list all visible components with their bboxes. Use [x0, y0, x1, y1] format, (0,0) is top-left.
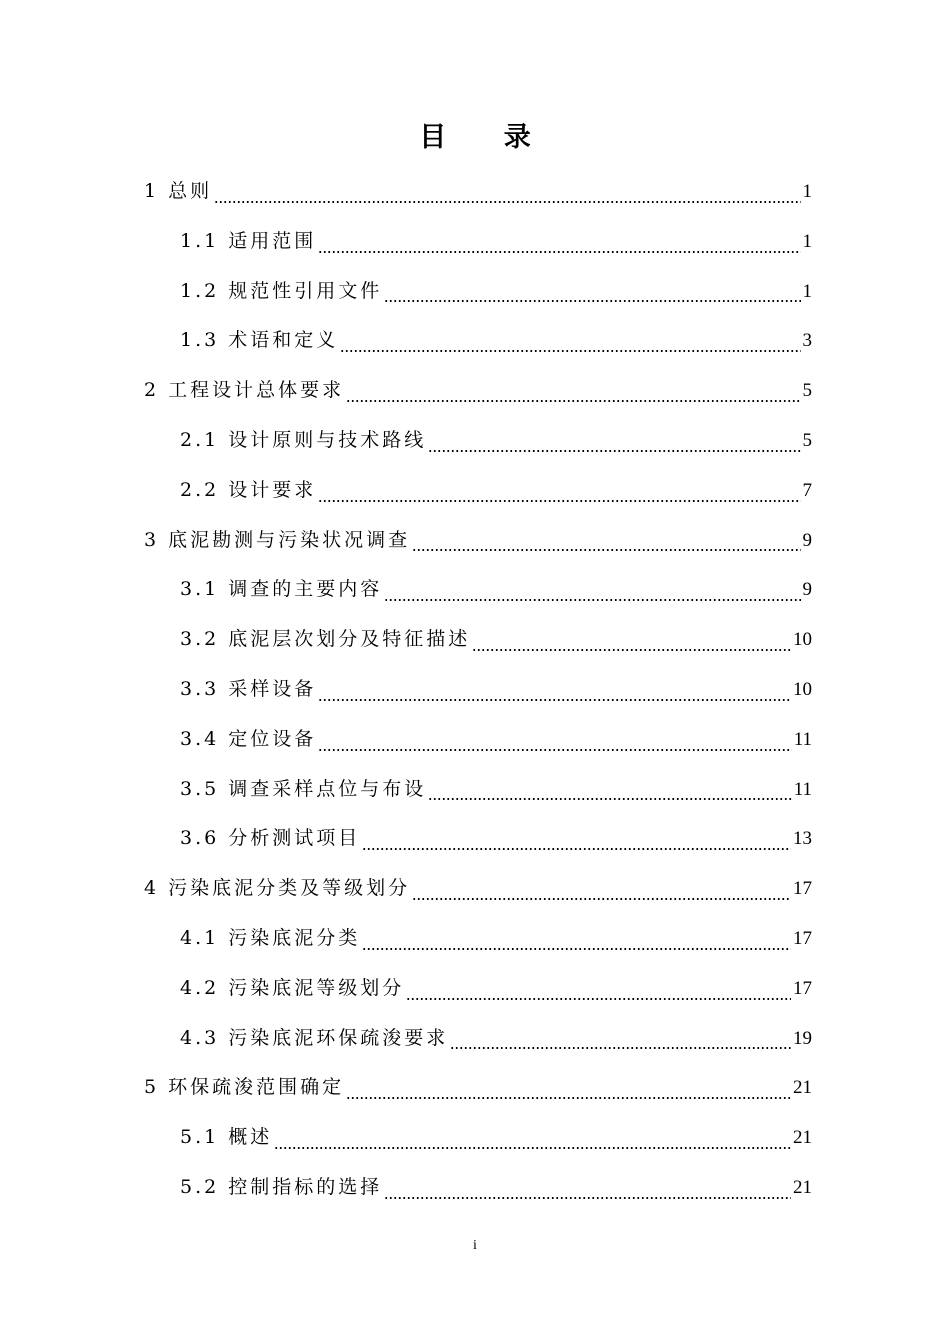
toc-entry-page: 1	[802, 280, 812, 302]
toc-dot-leader	[428, 785, 791, 801]
toc-entry[interactable]	[144, 814, 812, 864]
toc-dot-leader	[318, 736, 791, 752]
toc-dot-leader	[346, 387, 800, 403]
toc-dot-leader	[412, 536, 800, 552]
toc-entry-label: 3.1 调查的主要内容	[180, 578, 383, 601]
toc-entry-page: 9	[802, 529, 812, 551]
toc-entry[interactable]	[144, 665, 812, 715]
page-number: i	[473, 1238, 477, 1253]
toc-entry-label: 1.1 适用范围	[180, 229, 317, 252]
toc-entry[interactable]	[144, 715, 812, 765]
toc-dot-leader	[472, 636, 791, 652]
toc-entry-page: 17	[793, 927, 812, 949]
toc-entry-page: 3	[802, 330, 812, 352]
toc-entry[interactable]	[144, 1063, 812, 1113]
toc-entry-page: 5	[802, 429, 812, 451]
toc-entry-page: 11	[793, 778, 812, 800]
toc-entry[interactable]	[144, 565, 812, 615]
toc-entry-page: 17	[793, 878, 812, 900]
toc-entry-label: 1 总则	[144, 180, 213, 202]
toc-entry-page: 10	[793, 629, 812, 651]
toc-entry-page: 21	[793, 1077, 812, 1099]
toc-entry[interactable]	[144, 864, 812, 914]
toc-dot-leader	[274, 1134, 791, 1150]
toc-dot-leader	[412, 885, 791, 901]
toc-entry[interactable]	[144, 366, 812, 416]
toc-dot-leader	[340, 337, 800, 353]
toc-entry-label: 1.2 规范性引用文件	[180, 279, 383, 302]
toc-entry[interactable]	[144, 516, 812, 566]
toc-entry[interactable]	[144, 1014, 812, 1064]
toc-dot-leader	[318, 686, 791, 702]
toc-entry-page: 21	[793, 1127, 812, 1149]
toc-entry-label: 5 环保疏浚范围确定	[144, 1076, 345, 1099]
toc-entry-page: 11	[793, 728, 812, 750]
toc-entry[interactable]	[144, 316, 812, 366]
toc-entry-label: 3.5 调查采样点位与布设	[180, 777, 427, 800]
toc-dot-leader	[384, 1184, 791, 1200]
page-title: 目 录	[419, 122, 555, 153]
toc-entry-page: 19	[793, 1027, 812, 1049]
toc-entry[interactable]	[144, 615, 812, 665]
toc-entry-page: 17	[793, 977, 812, 999]
toc-entry-label: 2.2 设计要求	[180, 478, 317, 501]
toc-entry-label: 3.2 底泥层次划分及特征描述	[180, 628, 471, 651]
toc-entry-label: 2.1 设计原则与技术路线	[180, 428, 427, 451]
toc-entry-label: 4.3 污染底泥环保疏浚要求	[180, 1026, 449, 1049]
toc-entry-label: 2 工程设计总体要求	[144, 379, 345, 402]
toc-entry-label: 4 污染底泥分类及等级划分	[144, 877, 411, 900]
toc-entry-page: 5	[802, 380, 812, 402]
toc-entry[interactable]	[144, 765, 812, 815]
toc-entry-label: 3 底泥勘测与污染状况调查	[144, 528, 411, 551]
toc-entry[interactable]	[144, 466, 812, 516]
toc-dot-leader	[406, 985, 791, 1001]
toc-entry-label: 4.2 污染底泥等级划分	[180, 976, 405, 999]
toc-dot-leader	[428, 437, 800, 453]
toc-entry[interactable]	[144, 167, 812, 217]
toc-entry-page: 7	[802, 479, 812, 501]
toc-dot-leader	[346, 1084, 791, 1100]
toc-dot-leader	[384, 586, 800, 602]
toc-dot-leader	[450, 1034, 791, 1050]
toc-entry-page: 1	[802, 230, 812, 252]
toc-entry[interactable]	[144, 1163, 812, 1213]
toc-entry-page: 9	[802, 579, 812, 601]
toc-dot-leader	[318, 487, 800, 503]
toc-entry-label: 5.2 控制指标的选择	[180, 1175, 383, 1198]
toc-entry-page: 10	[793, 678, 812, 700]
toc-entry[interactable]	[144, 1113, 812, 1163]
toc-dot-leader	[384, 287, 800, 303]
toc-entry-page: 1	[802, 181, 812, 202]
toc-entry-label: 1.3 术语和定义	[180, 329, 339, 352]
toc-entry-label: 3.4 定位设备	[180, 727, 317, 750]
toc-entry-label: 3.3 采样设备	[180, 677, 317, 700]
toc-entry[interactable]	[144, 416, 812, 466]
toc-entry[interactable]	[144, 217, 812, 267]
toc-entry-label: 5.1 概述	[180, 1126, 273, 1149]
toc-entry-label: 4.1 污染底泥分类	[180, 926, 361, 949]
toc-entry[interactable]	[144, 964, 812, 1014]
toc-entry-label: 3.6 分析测试项目	[180, 827, 361, 850]
toc-dot-leader	[362, 835, 791, 851]
toc-dot-leader	[318, 238, 800, 254]
toc-entry[interactable]	[144, 267, 812, 317]
toc-entry-page: 13	[793, 828, 812, 850]
toc-entry[interactable]	[144, 914, 812, 964]
table-of-contents	[144, 167, 812, 1213]
toc-dot-leader	[214, 188, 800, 204]
toc-dot-leader	[362, 935, 791, 951]
toc-entry-page: 21	[793, 1176, 812, 1198]
